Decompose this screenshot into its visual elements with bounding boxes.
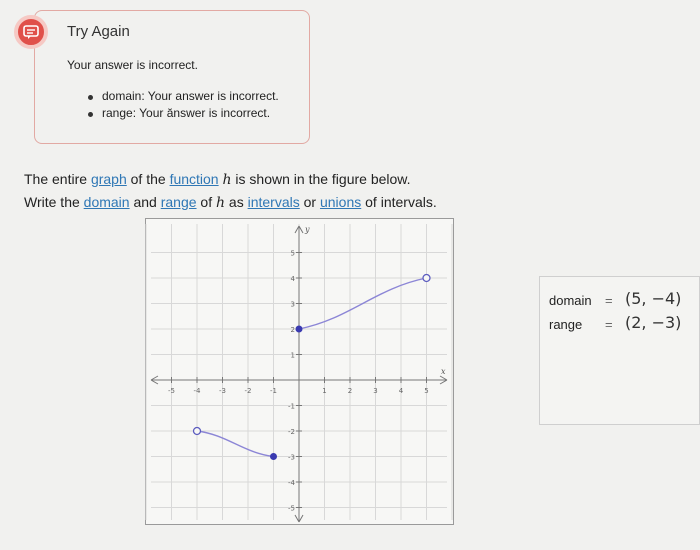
text-fragment: or: [299, 194, 320, 210]
function-link[interactable]: function: [169, 171, 219, 187]
x-tick-label: -3: [219, 387, 226, 395]
x-tick-label: -1: [270, 387, 277, 395]
question-line-2: [24, 191, 437, 214]
text-fragment: is shown in the figure below.: [231, 171, 411, 187]
range-row: [549, 313, 682, 332]
feedback-list: [88, 88, 279, 122]
text-fragment: of the: [126, 171, 170, 187]
text-fragment: as: [225, 194, 248, 210]
equals-sign: =: [605, 317, 613, 332]
y-tick-label: -2: [288, 428, 295, 436]
function-graph: [145, 218, 459, 528]
x-tick-label: -4: [193, 387, 201, 395]
y-tick-label: -5: [288, 504, 295, 513]
x-tick-label: 1: [322, 387, 327, 395]
feedback-message: Your answer is incorrect.: [67, 58, 198, 72]
alert-icon: [14, 15, 48, 49]
x-tick-label: 3: [373, 387, 378, 395]
open-endpoint: [194, 428, 201, 435]
y-tick-label: 4: [290, 275, 295, 283]
feedback-item-range: range: Your ănswer is incorrect.: [88, 105, 279, 122]
domain-input[interactable]: (5, −4): [625, 289, 682, 308]
answer-panel: [539, 276, 700, 425]
graph-link[interactable]: graph: [90, 171, 127, 187]
domain-link[interactable]: domain: [83, 194, 130, 210]
x-axis-label: x: [441, 367, 446, 376]
y-tick-label: -3: [288, 453, 295, 462]
function-name: h: [222, 172, 232, 188]
question-line-1: [24, 168, 437, 191]
x-tick-label: 4: [398, 387, 404, 395]
text-fragment: Write the: [24, 194, 84, 210]
range-label: range: [549, 317, 583, 332]
equals-sign: =: [605, 293, 613, 308]
y-tick-label: -4: [288, 479, 295, 487]
x-tick-label: 2: [347, 387, 353, 395]
text-fragment: The entire: [24, 171, 91, 187]
x-tick-label: 5: [424, 387, 429, 395]
text-fragment: of intervals.: [361, 194, 437, 210]
range-link[interactable]: range: [160, 194, 197, 210]
y-tick-label: 1: [290, 351, 295, 360]
domain-label: domain: [549, 293, 592, 308]
closed-endpoint: [270, 453, 277, 460]
y-tick-label: 2: [290, 326, 295, 334]
x-tick-label: -5: [168, 387, 175, 395]
y-tick-label: -1: [288, 402, 295, 411]
intervals-link[interactable]: intervals: [247, 194, 300, 210]
y-tick-label: 5: [290, 249, 295, 258]
text-fragment: and: [129, 194, 161, 210]
unions-link[interactable]: unions: [319, 194, 362, 210]
y-tick-label: 3: [290, 300, 295, 309]
question-text: [24, 168, 437, 214]
open-endpoint: [423, 275, 430, 282]
domain-row: [549, 289, 682, 308]
closed-endpoint: [296, 326, 303, 333]
function-name: h: [216, 195, 226, 211]
y-axis-label: y: [305, 225, 310, 234]
range-input[interactable]: (2, −3): [625, 313, 682, 332]
x-tick-label: -2: [244, 387, 252, 395]
feedback-item-domain: domain: Your answer is incorrect.: [88, 88, 279, 105]
feedback-title: Try Again: [67, 23, 130, 40]
graph-container: [145, 218, 459, 533]
text-fragment: of: [196, 194, 216, 210]
